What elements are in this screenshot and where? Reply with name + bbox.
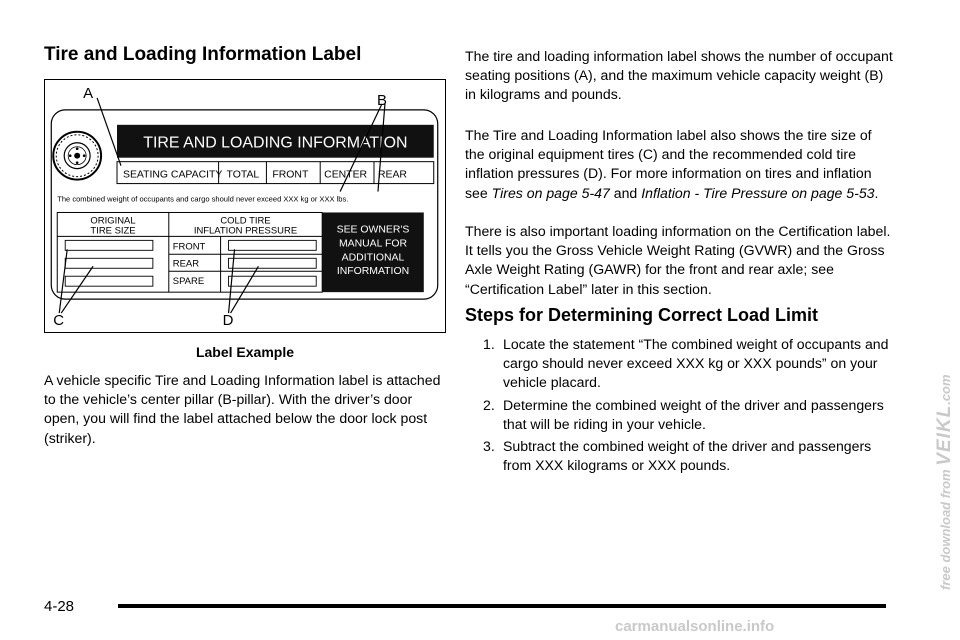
seating-capacity-cell: SEATING CAPACITY — [122, 169, 223, 181]
owner-box-line-3: ADDITIONAL — [341, 252, 405, 264]
front-cell: FRONT — [272, 169, 309, 181]
step-item — [483, 437, 895, 475]
original-header-2: TIRE SIZE — [90, 225, 136, 237]
side-watermark — [934, 374, 956, 590]
right-paragraph-3: There is also important loading information on the Certification label. It tells you the Gross Vehicle Weight Rating (GVWR) and the Gross Axle Weight Rating (GAWR) for the front and rear axle; see “Certification Label” later in this section. — [465, 223, 891, 297]
cold-header-2: INFLATION PRESSURE — [193, 225, 298, 237]
steps-heading: Steps for Determining Correct Load Limit — [465, 305, 819, 325]
right-paragraph-2-text: The Tire and Loading Information label also shows the tire size of the original equipment tires (C) and the recommended cold tire inflation pressures (D). For more information on tires and inflation see — [465, 127, 872, 201]
figure-caption: Label Example — [195, 344, 295, 360]
step-number: 1. — [483, 336, 495, 352]
right-paragraph-2 — [465, 126, 895, 203]
original-header-1: ORIGINAL — [90, 215, 136, 227]
side-watermark-prefix: free download from — [938, 469, 953, 590]
right-paragraph-2-end: . — [874, 184, 879, 201]
right-paragraph-1: The tire and loading information label shows the number of occupant seating positions (A), and the maximum vehicle capacity weight (B) in kilograms and pounds. — [465, 48, 893, 103]
total-cell: TOTAL — [226, 169, 260, 181]
row-spare-label: SPARE — [172, 276, 205, 288]
step-text: Determine the combined weight of the driver and passengers that will be riding in your vehicle. — [503, 397, 884, 433]
owner-box-line-2: MANUAL FOR — [338, 238, 408, 250]
rear-cell: REAR — [377, 169, 407, 181]
cold-header-1: COLD TIRE — [220, 215, 271, 227]
section-heading: Tire and Loading Information Label — [44, 44, 362, 65]
callout-d: D — [222, 312, 234, 330]
callout-b: B — [376, 91, 387, 109]
side-watermark-brand: VEIKL — [934, 404, 955, 466]
row-rear-label: REAR — [172, 258, 200, 270]
step-number: 2. — [483, 397, 495, 413]
step-text: Locate the statement “The combined weight of occupants and cargo should never exceed XXX kg or XXX pounds” on your vehicle placard. — [503, 336, 889, 391]
side-watermark-suffix: .com — [938, 374, 953, 405]
page-number: 4-28 — [44, 598, 75, 615]
tires-page-reference[interactable]: Tires on page 5-47 — [491, 184, 610, 201]
inflation-page-reference[interactable]: Inflation - Tire Pressure on page 5-53 — [641, 184, 875, 201]
right-paragraph-2-and: and — [609, 184, 642, 201]
left-paragraph: A vehicle specific Tire and Loading Information label is attached to the vehicle’s center pillar (B-pillar). With the driver’s door open, you will find the label attached below the door lock post (striker). — [44, 372, 441, 446]
label-figure — [44, 79, 446, 333]
center-cell: CENTER — [324, 169, 368, 181]
row-front-label: FRONT — [172, 241, 206, 253]
bottom-watermark: carmanualsonline.info — [615, 618, 775, 635]
step-item — [483, 396, 895, 434]
weight-note: The combined weight of occupants and cargo should never exceed XXX kg or XXX lbs. — [57, 194, 349, 204]
label-title: TIRE AND LOADING INFORMATION — [143, 134, 408, 152]
step-number: 3. — [483, 438, 495, 454]
label-diagram — [45, 80, 444, 331]
callout-a: A — [83, 84, 94, 102]
owner-box-line-4: INFORMATION — [336, 266, 410, 278]
tire-icon — [53, 132, 101, 180]
owner-box-line-1: SEE OWNER'S — [336, 224, 410, 236]
callout-c: C — [53, 312, 65, 330]
step-text: Subtract the combined weight of the driver and passengers from XXX kilograms or XXX pounds. — [503, 438, 872, 474]
footer-rule — [118, 604, 886, 608]
step-item — [483, 335, 895, 393]
